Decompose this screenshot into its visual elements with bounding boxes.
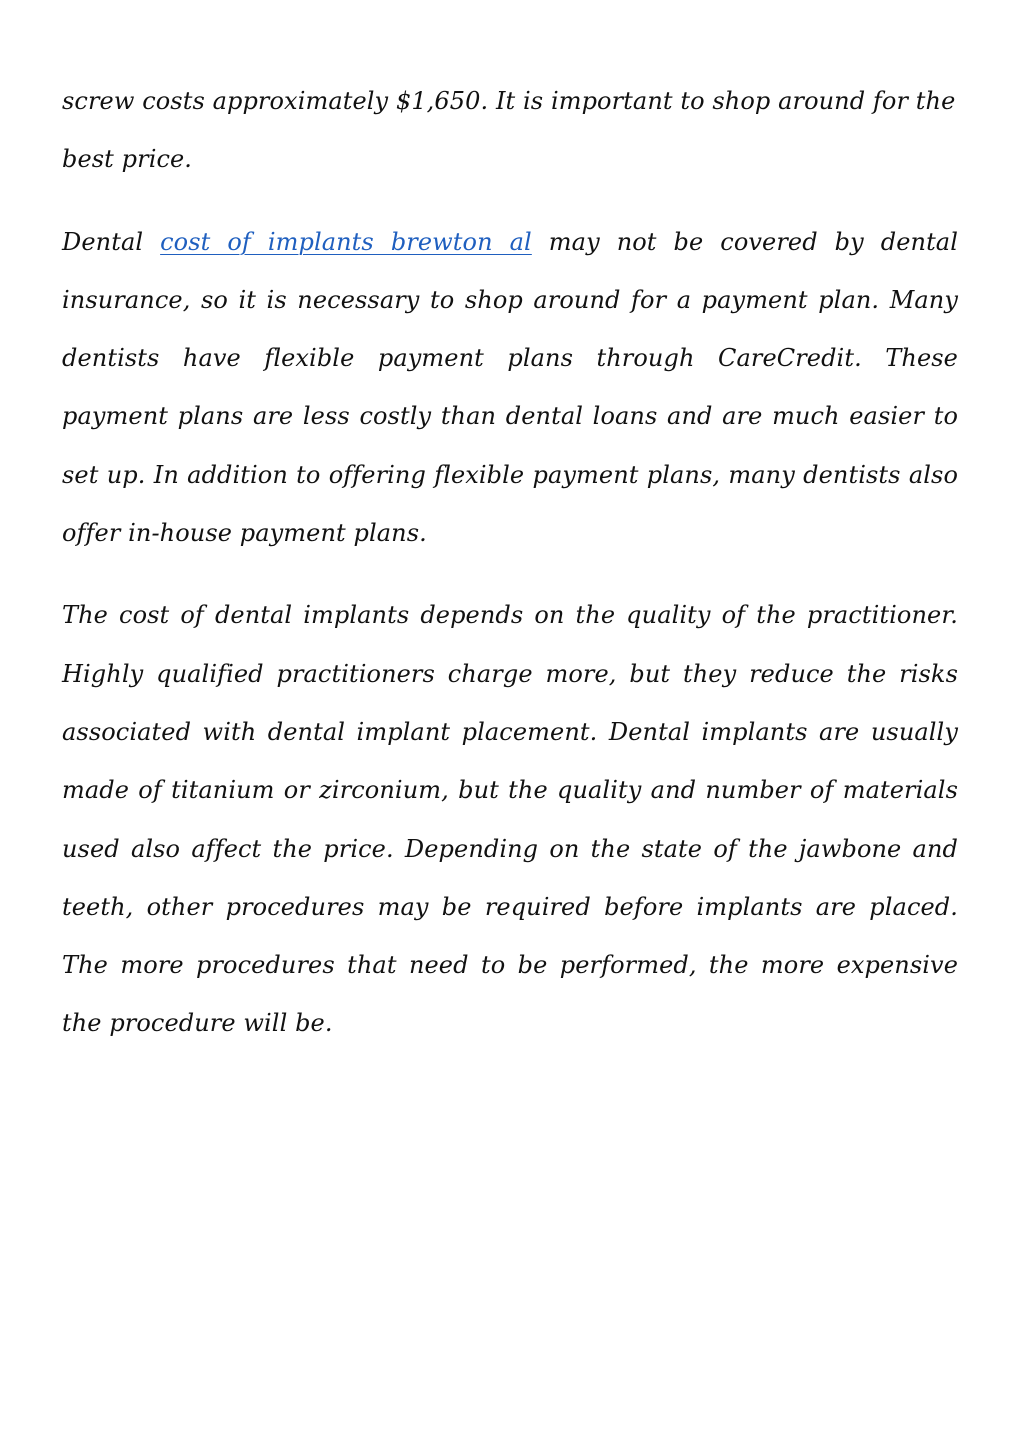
document-page bbox=[62, 72, 958, 1077]
paragraph-insurance-payment-plans bbox=[62, 213, 958, 563]
paragraph-practitioner-quality: The cost of dental implants depends on the quality of the practitioner. Highly qualified practitioners charge more, but they reduce the risks associated with dental implant placement. Dental implants are usually made of titanium or zirconium, but the quality and number of materials used also affect the price. Depending on the state of the jawbone and teeth, other procedures may be required before implants are placed. The more procedures that need to be performed, the more expensive the procedure will be. bbox=[62, 601, 958, 1038]
paragraph-text-before-link: Dental bbox=[62, 227, 161, 256]
cost-of-implants-link[interactable]: cost of implants brewton al bbox=[160, 227, 532, 256]
paragraph-text-after-link: may not be covered by dental insurance, so it is necessary to shop around for a payment plan. Many dentists have flexible payment plans through CareCredit. These payment plans are less costly than dental loans and are much easier to set up. In addition to offering flexible payment plans, many dentists also offer in-house payment plans. bbox=[62, 227, 958, 548]
paragraph-price-intro: screw costs approximately $1,650. It is important to shop around for the best price. bbox=[62, 87, 956, 174]
